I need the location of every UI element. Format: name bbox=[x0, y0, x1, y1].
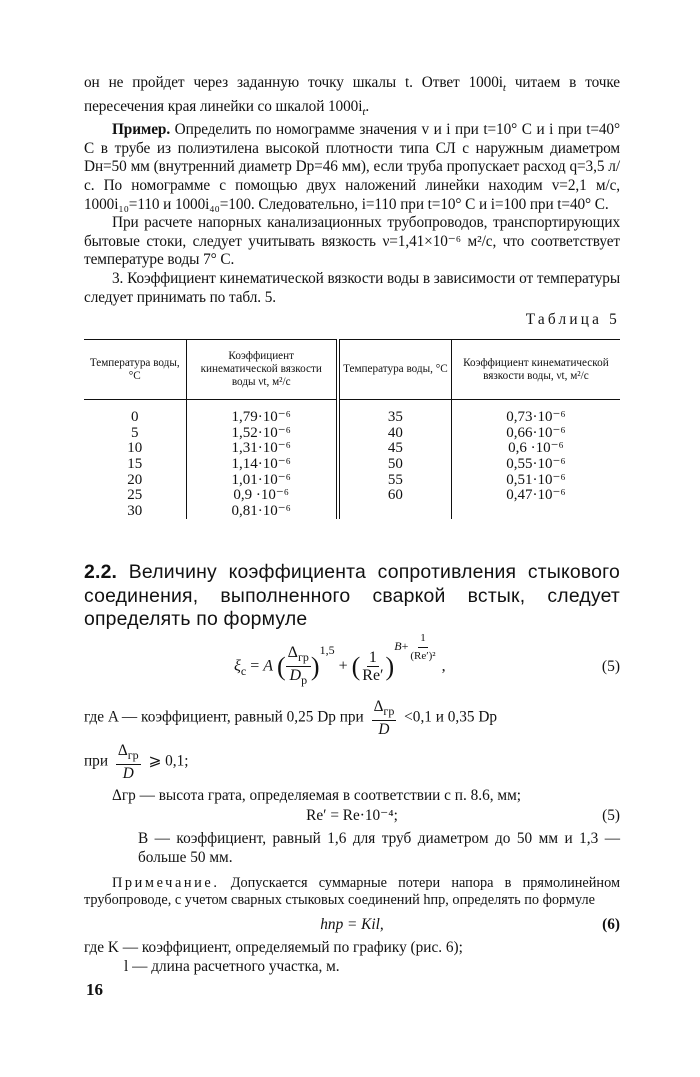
paragraph-sewer: При расчете напорных канализационных трубопроводов, транспортирующих бытовые стоки, следует учитывать вязкость ν=1,41×10⁻⁶ м²/с, что соответствует температуре воды 7° С. bbox=[84, 214, 620, 269]
table-cell: 0,51·10⁻⁶ bbox=[506, 471, 566, 488]
table-cell: 0,66·10⁻⁶ bbox=[506, 424, 566, 441]
formula-5b: Re′ = Re·10⁻⁴; (5) bbox=[84, 805, 620, 827]
paragraph-example: Пример. Определить по номограмме значения v и i при t=10° С и i при t=40° С в трубе из полиэтилена высокой плотности типа СЛ с наружным диаметром Dн=50 мм (внутренний диаметр Dр=46 мм), если труба пропускает расход q=3,5 л/с. По номограмме с помощью двух наложений линейки находим v=2,1 м/с, 1000i₁₀=110 и 1000i₄₀=100. Следовательно, i=110 при t=10° С и i=100 при t=40° С. bbox=[84, 121, 620, 213]
table-row bbox=[84, 400, 620, 426]
table-cell: 15 bbox=[84, 457, 186, 473]
header-temp-2: Температура воды, °С bbox=[338, 340, 451, 400]
table-cell: 0,6 ·10⁻⁶ bbox=[508, 440, 564, 457]
table-cell: 5 bbox=[84, 426, 186, 442]
table-row bbox=[84, 488, 620, 504]
formula-6: hпр = Kil, (6) bbox=[84, 914, 620, 936]
table-cell: 55 bbox=[338, 473, 451, 489]
viscosity-table bbox=[84, 339, 620, 519]
table-header-row bbox=[84, 340, 620, 400]
page-number: 16 bbox=[86, 980, 103, 999]
table-cell: 25 bbox=[84, 488, 186, 504]
table-cell: 1,31·10⁻⁶ bbox=[186, 441, 338, 457]
table-cell: 1,01·10⁻⁶ bbox=[186, 473, 338, 489]
table-row bbox=[84, 473, 620, 489]
table-cell: 1,14·10⁻⁶ bbox=[186, 457, 338, 473]
note-paragraph: Примечание. Допускается суммарные потери напора в прямолинейном трубопроводе, с учетом сварных стыковых соединений hпр, определять по формуле bbox=[84, 874, 620, 909]
formula-6-number: (6) bbox=[602, 915, 620, 933]
page-body bbox=[84, 74, 620, 976]
table-cell: 0,9 ·10⁻⁶ bbox=[186, 488, 338, 504]
table-cell: 50 bbox=[338, 457, 451, 473]
table-cell bbox=[338, 504, 451, 520]
formula-5b-number: (5) bbox=[602, 806, 620, 824]
table-row bbox=[84, 504, 620, 520]
table-cell: 20 bbox=[84, 473, 186, 489]
header-temp-1: Температура воды, °С bbox=[84, 340, 186, 400]
table-cell: 0,47·10⁻⁶ bbox=[506, 487, 566, 504]
table-row bbox=[84, 441, 620, 457]
table-cell bbox=[451, 504, 620, 520]
where-delta: Δгр — высота грата, определяемая в соответствии с п. 8.6, мм; bbox=[112, 786, 522, 804]
table-cell: 45 bbox=[338, 441, 451, 457]
table-cell: 0,81·10⁻⁶ bbox=[186, 504, 338, 520]
header-visc-1: Коэффициент кинематической вязкости воды νt, м²/с bbox=[186, 340, 338, 400]
where-B: B — коэффициент, равный 1,6 для труб диаметром до 50 мм и 1,3 — больше 50 мм. bbox=[138, 829, 620, 866]
table-cell: 1,79·10⁻⁶ bbox=[186, 400, 338, 426]
where-A: где A — коэффициент, равный 0,25 Dр при $\frac{\Delta_{гр}}{D}$ <0,1 и 0,35 Dр bbox=[84, 697, 498, 738]
table-row bbox=[84, 426, 620, 442]
table-cell: 35 bbox=[338, 400, 451, 426]
formula-5: $\xi_с = A$ ( $\frac{\Delta_{гр}}{D_р}$ )$^{1,5}$ + ( $\frac{1}{Re'}$ )$^{B+ \frac{1}{\text{(Re′)²}}}$ , (5) bbox=[234, 631, 620, 688]
table-cell: 10 bbox=[84, 441, 186, 457]
table-cell: 0 bbox=[84, 400, 186, 426]
table-cell: 40 bbox=[338, 426, 451, 442]
table-cell: 30 bbox=[84, 504, 186, 520]
where-K: где K — коэффициент, определяемый по графику (рис. 6); bbox=[84, 938, 463, 956]
table-cell: 1,52·10⁻⁶ bbox=[186, 426, 338, 442]
paragraph-viscosity: 3. Коэффициент кинематической вязкости воды в зависимости от температуры следует принимать по табл. 5. bbox=[84, 270, 620, 306]
header-visc-2: Коэффициент кинематической вязкости воды, νt, м²/с bbox=[463, 356, 609, 382]
table-caption: Таблица 5 bbox=[525, 311, 620, 329]
section-heading: 2.2. Величину коэффициента сопротивления стыкового соединения, выполненного сваркой встык, следует определять по формуле bbox=[84, 561, 620, 631]
table-row bbox=[84, 457, 620, 473]
table-cell: 60 bbox=[338, 488, 451, 504]
where-A-cont: при $\frac{\Delta_{гр}}{D}$ ⩾ 0,1; bbox=[84, 741, 189, 782]
where-l: l — длина расчетного участка, м. bbox=[124, 957, 340, 975]
table-cell: 0,73·10⁻⁶ bbox=[506, 409, 566, 426]
formula-5-number: (5) bbox=[601, 657, 620, 675]
paragraph-answer: он не пройдет через заданную точку шкалы t. Ответ $1000i_t$ читаем в точке пересечения края линейки со шкалой $1000i_t$. bbox=[84, 74, 620, 118]
table-cell: 0,55·10⁻⁶ bbox=[506, 456, 566, 472]
